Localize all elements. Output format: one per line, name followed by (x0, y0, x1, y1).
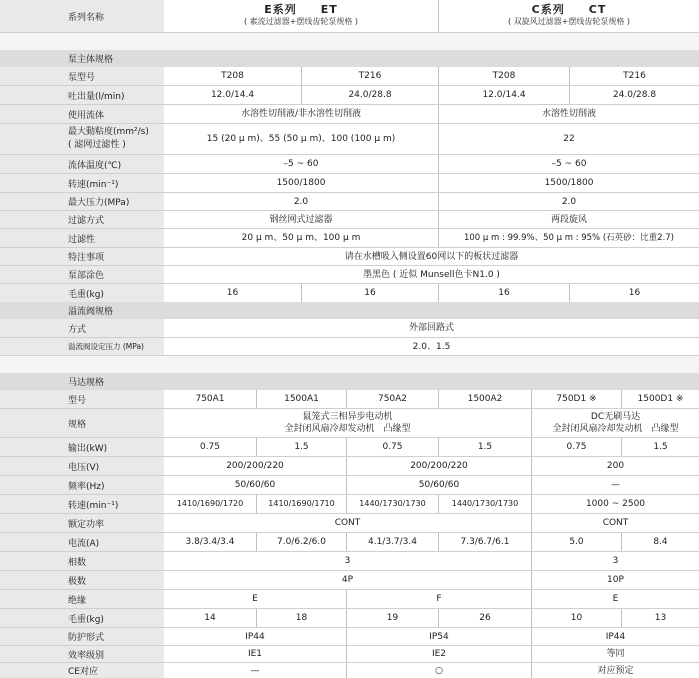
motor-spec-dc-line2: 全封闭风扇冷却发动机 凸缘型 (552, 424, 679, 434)
pump-pressure-e: 2.0 (293, 196, 309, 207)
motor-poles-ac: 4P (341, 575, 354, 585)
pump-model-cell: T208 (221, 71, 244, 81)
motor-rating-ac: CONT (334, 518, 361, 528)
motor-efficiency-a2: IE2 (431, 649, 447, 659)
pump-fluid-c: 水溶性切削液 (541, 109, 596, 119)
pump-temp-label: 流体温度(℃) (0, 155, 164, 173)
motor-current-cell: 7.3/6.7/6.1 (460, 537, 510, 547)
motor-insulation-a1: E (252, 594, 258, 604)
motor-spec-ac-line2: 全封闭风扇冷却发动机 凸缘型 (284, 424, 411, 434)
motor-voltage-a1: 200/200/220 (226, 461, 284, 471)
pump-filter-type-e: 钢丝网式过滤器 (269, 214, 333, 225)
motor-protection-d: IP44 (605, 631, 626, 642)
motor-current-cell: 4.1/3.7/3.4 (367, 537, 417, 547)
pump-viscosity-label (0, 124, 164, 154)
relief-method: 外部回路式 (408, 323, 454, 333)
motor-weight-cell: 14 (204, 613, 216, 623)
c-series-header (439, 0, 699, 32)
motor-model-cell: 1500A1 (284, 394, 319, 404)
motor-protection-a1: IP44 (245, 631, 265, 642)
pump-flow-label: 吐出量(l/min) (0, 86, 164, 104)
motor-ce-a2: ○ (435, 665, 443, 676)
motor-phase-dc: 3 (612, 556, 619, 566)
motor-output-cell: 1.5 (294, 442, 309, 452)
pump-speed-c: 1500/1800 (544, 178, 594, 188)
motor-model-label: 型号 (0, 390, 164, 408)
motor-current-cell: 3.8/3.4/3.4 (185, 537, 235, 547)
pump-flow-cell: 12.0/14.4 (482, 90, 526, 100)
motor-speed-row (0, 495, 699, 513)
e-series-title: E系列 ET (264, 3, 338, 16)
pump-speed-e: 1500/1800 (276, 178, 326, 188)
motor-output-row (0, 438, 699, 456)
motor-weight-row (0, 609, 699, 627)
motor-insulation-d: E (612, 594, 619, 604)
motor-frequency-label: 频率(Hz) (0, 476, 164, 494)
motor-model-cell: 750D1 ※ (556, 394, 597, 404)
pump-paint-label: 泵部涂色 (0, 266, 164, 283)
pump-weight-cell: 16 (498, 288, 510, 298)
motor-speed-cell: 1440/1730/1730 (359, 499, 426, 508)
motor-weight-cell: 10 (570, 613, 583, 623)
motor-poles-row (0, 571, 699, 589)
motor-spec-dc-line1: DC无刷马达 (590, 412, 641, 422)
motor-poles-label: 极数 (0, 571, 164, 589)
motor-ce-row (0, 663, 699, 678)
motor-frequency-a1: 50/60/60 (234, 480, 276, 490)
motor-phase-ac: 3 (344, 556, 351, 566)
motor-weight-cell: 18 (295, 613, 308, 623)
pump-paint: 墨黑色 ( 近似 Munsell色卡N1.0 ) (363, 269, 500, 280)
c-series-title: C系列 CT (531, 3, 607, 16)
motor-current-cell: 5.0 (569, 537, 584, 547)
pump-note: 请在水槽吸入侧设置60网以下的板状过滤器 (344, 251, 519, 262)
motor-output-cell: 1.5 (477, 442, 493, 452)
motor-spec-dc (532, 409, 699, 437)
pump-model-cell: T216 (358, 71, 382, 81)
pump-filterability-label: 过滤性 (0, 229, 164, 247)
pump-pressure-label: 最大压力(MPa) (0, 193, 164, 210)
motor-current-cell: 7.0/6.2/6.0 (276, 537, 326, 547)
relief-method-label: 方式 (0, 319, 164, 337)
motor-spec-row (0, 409, 699, 437)
pump-flow-cell: 24.0/28.8 (612, 90, 657, 100)
pump-speed-row (0, 174, 699, 192)
pump-model-cell: T216 (623, 71, 646, 81)
relief-set-label: 溢流阀设定压力 (MPa) (0, 338, 164, 355)
pump-weight-cell: 16 (628, 288, 641, 298)
pump-weight-cell: 16 (226, 288, 239, 298)
motor-protection-row (0, 628, 699, 645)
motor-weight-cell: 13 (654, 613, 667, 623)
motor-frequency-d: — (611, 480, 620, 490)
pump-model-label: 泵型号 (0, 67, 164, 85)
pump-pressure-row (0, 193, 699, 210)
motor-spec-ac (164, 409, 531, 437)
pump-speed-label: 转速(min⁻¹) (0, 174, 164, 192)
pump-filter-type-row (0, 211, 699, 228)
motor-model-row (0, 390, 699, 408)
pump-fluid-label: 使用流体 (0, 105, 164, 123)
motor-poles-dc: 10P (607, 575, 624, 585)
series-label: 系列名称 (0, 0, 164, 32)
relief-set: 2.0、1.5 (412, 341, 451, 352)
motor-protection-a2: IP54 (429, 631, 449, 642)
motor-insulation-row (0, 590, 699, 608)
pump-section-title: 泵主体规格 (0, 50, 699, 67)
motor-efficiency-a1: IE1 (247, 649, 263, 659)
motor-speed-cell: 1410/1690/1710 (268, 499, 335, 508)
motor-ce-label: CE对应 (0, 663, 164, 678)
motor-speed-d: 1000 ~ 2500 (585, 499, 646, 509)
motor-output-cell: 0.75 (382, 442, 403, 452)
motor-model-cell: 1500D1 ※ (637, 394, 684, 404)
pump-flow-cell: 12.0/14.4 (210, 90, 255, 100)
pump-pressure-c: 2.0 (561, 196, 577, 207)
pump-note-label: 特注事项 (0, 248, 164, 265)
motor-speed-cell: 1410/1690/1720 (176, 499, 244, 508)
motor-frequency-row (0, 476, 699, 494)
pump-viscosity-label-line2: ( 滤网过滤性 ) (68, 140, 126, 150)
pump-temp-e: –5 ~ 60 (283, 159, 319, 169)
series-header-row (0, 0, 699, 32)
relief-set-row (0, 338, 699, 355)
motor-voltage-row (0, 457, 699, 475)
relief-method-row (0, 319, 699, 337)
motor-voltage-d: 200 (606, 461, 625, 471)
pump-flow-cell: 24.0/28.8 (348, 90, 392, 100)
motor-rating-row (0, 514, 699, 532)
motor-output-cell: 0.75 (199, 442, 221, 452)
pump-filterability-row (0, 229, 699, 247)
pump-model-row (0, 67, 699, 85)
pump-weight-row (0, 284, 699, 302)
motor-insulation-label: 绝缘 (0, 590, 164, 608)
motor-model-cell: 1500A2 (467, 394, 503, 404)
motor-voltage-a2: 200/200/220 (410, 461, 468, 471)
motor-output-label: 输出(kW) (0, 438, 164, 456)
c-series-subtitle: ( 双旋风过滤器+摆线齿轮泵规格 ) (507, 17, 631, 26)
pump-viscosity-row (0, 124, 699, 154)
motor-current-cell: 8.4 (653, 537, 668, 547)
pump-flow-row (0, 86, 699, 104)
pump-temp-row (0, 155, 699, 173)
motor-output-cell: 1.5 (653, 442, 668, 452)
motor-voltage-label: 电压(V) (0, 457, 164, 475)
motor-weight-cell: 19 (386, 613, 399, 623)
motor-speed-cell: 1440/1730/1730 (451, 499, 519, 508)
pump-viscosity-c: 22 (563, 134, 575, 144)
motor-rating-dc: CONT (602, 518, 629, 528)
pump-weight-label: 毛重(kg) (0, 284, 164, 302)
pump-temp-c: –5 ~ 60 (551, 159, 587, 169)
motor-efficiency-label: 效率级别 (0, 646, 164, 662)
pump-paint-row (0, 266, 699, 283)
motor-phase-label: 相数 (0, 552, 164, 570)
motor-output-cell: 0.75 (566, 442, 587, 452)
e-series-subtitle: ( 素流过滤器+摆线齿轮泵规格 ) (243, 17, 359, 26)
pump-viscosity-label-line1: 最大動粘度(mm²/s) (68, 127, 149, 137)
pump-filter-type-c: 两段旋风 (550, 214, 587, 225)
motor-section-title: 马达规格 (0, 373, 699, 390)
motor-spec-label: 规格 (0, 409, 164, 437)
motor-ce-a1: — (250, 665, 260, 676)
motor-current-row (0, 533, 699, 551)
motor-speed-label: 转速(min⁻¹) (0, 495, 164, 513)
e-series-header (164, 0, 438, 32)
motor-rating-label: 额定功率 (0, 514, 164, 532)
pump-fluid-e: 水溶性切削液/非水溶性切削液 (240, 109, 362, 119)
pump-filter-type-label: 过滤方式 (0, 211, 164, 228)
motor-frequency-a2: 50/60/60 (418, 480, 460, 490)
pump-weight-cell: 16 (364, 288, 376, 298)
pump-filterability-e: 20 μ m、50 μ m、100 μ m (241, 233, 361, 243)
motor-phase-row (0, 552, 699, 570)
pump-fluid-row (0, 105, 699, 123)
motor-insulation-a2: F (436, 594, 442, 604)
motor-ce-d: 对应预定 (597, 665, 634, 676)
pump-model-cell: T208 (492, 71, 516, 81)
motor-weight-cell: 26 (479, 613, 491, 623)
motor-spec-ac-line1: 鼠笼式三相异步电动机 (302, 412, 393, 422)
motor-current-label: 电流(A) (0, 533, 164, 551)
relief-section-title: 溢流阀规格 (0, 302, 699, 319)
motor-protection-label: 防护形式 (0, 628, 164, 645)
motor-weight-label: 毛重(kg) (0, 609, 164, 627)
motor-model-cell: 750A1 (195, 394, 225, 404)
motor-efficiency-row (0, 646, 699, 662)
pump-filterability-c: 100 μ m : 99.9%、50 μ m : 95% (石英砂：比重2.7) (463, 233, 674, 243)
motor-model-cell: 750A2 (377, 394, 408, 404)
pump-viscosity-e: 15 (20 μ m)、55 (50 μ m)、100 (100 μ m) (206, 134, 396, 144)
motor-efficiency-d: 等同 (606, 649, 625, 659)
pump-note-row (0, 248, 699, 265)
